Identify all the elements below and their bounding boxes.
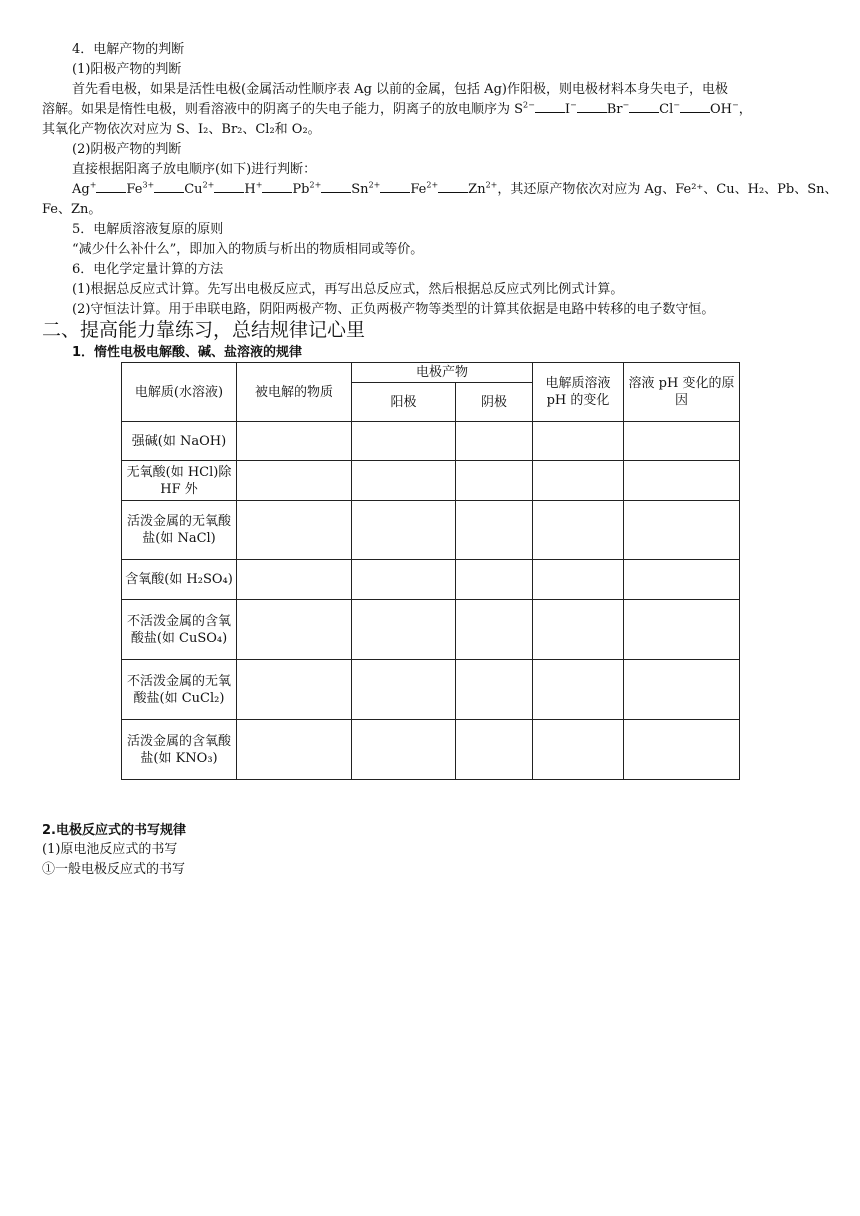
cation-sn: Sn xyxy=(351,182,369,197)
table-cell xyxy=(456,461,533,501)
table-cell xyxy=(533,422,624,461)
table-cell xyxy=(533,720,624,780)
table-row xyxy=(122,461,740,501)
table-cell xyxy=(352,560,456,600)
row-label: 不活泼金属的含氧酸盐(如 CuSO₄) xyxy=(122,600,237,660)
section4-p1-line2-text: 溶解。如果是惰性电极，则看溶液中的阴离子的失电子能力，阴离子的放电顺序为 S xyxy=(42,102,524,117)
table-cell xyxy=(352,422,456,461)
section6-heading: 6．电化学定量计算的方法 xyxy=(72,262,224,277)
cation-pb: Pb xyxy=(292,182,310,197)
table-cell xyxy=(624,422,740,461)
section4-sub1: (1)阳极产物的判断 xyxy=(72,62,182,77)
row-label: 强碱(如 NaOH) xyxy=(122,422,237,461)
table-cell xyxy=(456,660,533,720)
cation-charge: + xyxy=(89,180,97,190)
table-cell xyxy=(533,560,624,600)
cation-charge: 3+ xyxy=(142,180,155,190)
table-cell xyxy=(352,501,456,560)
part2b-item1: ①一般电极反应式的书写 xyxy=(42,862,186,877)
cation-charge: 2+ xyxy=(368,180,381,190)
table-cell xyxy=(237,720,352,780)
row-label: 不活泼金属的无氧酸盐(如 CuCl₂) xyxy=(122,660,237,720)
section4-sub2: (2)阴极产物的判断 xyxy=(72,142,182,157)
table-cell xyxy=(624,660,740,720)
table-cell xyxy=(237,461,352,501)
section4-heading: 4．电解产物的判断 xyxy=(72,42,185,57)
header-anode: 阳极 xyxy=(352,383,456,422)
table-row xyxy=(122,560,740,600)
table-cell xyxy=(533,600,624,660)
part2b-heading: 2.电极反应式的书写规律 xyxy=(42,823,186,838)
cation-charge: 2+ xyxy=(426,180,439,190)
cation-ag: Ag xyxy=(72,182,90,197)
table-cell xyxy=(456,501,533,560)
section4-p1-line2: 溶解。如果是惰性电极，则看溶液中的阴离子的失电子能力，阴离子的放电顺序为 $S^{2-}$ I− Br− Cl− OH−， xyxy=(42,100,752,117)
table-cell xyxy=(237,501,352,560)
section4-p2-line1: 直接根据阳离子放电顺序(如下)进行判断： xyxy=(72,162,317,177)
header-ph-change: 电解质溶液 pH 的变化 xyxy=(533,363,624,422)
row-label: 含氧酸(如 H₂SO₄) xyxy=(122,560,237,600)
ion-chloride: Cl xyxy=(659,102,674,117)
table-cell xyxy=(237,660,352,720)
table-cell xyxy=(352,720,456,780)
electrolysis-rules-table xyxy=(121,362,740,780)
table-cell xyxy=(624,501,740,560)
table-cell xyxy=(456,422,533,461)
table-cell xyxy=(624,600,740,660)
table-cell xyxy=(456,600,533,660)
table-cell xyxy=(624,560,740,600)
cation-fe3: Fe xyxy=(126,182,143,197)
header-products: 电极产物 xyxy=(352,363,533,383)
table-cell xyxy=(237,600,352,660)
header-cathode: 阴极 xyxy=(456,383,533,422)
section4-p1-line3: 其氧化产物依次对应为 S、I₂、Br₂、Cl₂和 O₂。 xyxy=(42,122,321,137)
part2-title: 二、提高能力靠练习，总结规律记心里 xyxy=(42,319,366,341)
part2-sub1: 1．惰性电极电解酸、碱、盐溶液的规律 xyxy=(72,345,303,360)
table-cell xyxy=(533,660,624,720)
table-row xyxy=(122,720,740,780)
cation-charge: + xyxy=(255,180,263,190)
header-reason: 溶液 pH 变化的原因 xyxy=(624,363,740,422)
table-cell xyxy=(352,660,456,720)
table-cell xyxy=(237,422,352,461)
section5-heading: 5．电解质溶液复原的原则 xyxy=(72,222,224,237)
table-row xyxy=(122,660,740,720)
cation-fe2: Fe xyxy=(410,182,427,197)
cation-h: H xyxy=(244,182,256,197)
cation-charge: 2+ xyxy=(485,180,498,190)
cation-zn: Zn xyxy=(468,182,486,197)
ion-bromide: Br xyxy=(606,102,623,117)
part2b-sub1: (1)原电池反应式的书写 xyxy=(42,842,178,857)
table-row xyxy=(122,422,740,461)
cation-order-tail: ，其还原产物依次对应为 Ag、Fe²⁺、Cu、H₂、Pb、Sn、 xyxy=(497,182,838,197)
section6-item1: (1)根据总反应式计算。先写出电极反应式，再写出总反应式，然后根据总反应式列比例式计算。 xyxy=(72,282,624,297)
row-label: 活泼金属的无氧酸盐(如 NaCl) xyxy=(122,501,237,560)
row-label: 无氧酸(如 HCl)除 HF 外 xyxy=(122,461,237,501)
table-cell xyxy=(456,560,533,600)
row-label: 活泼金属的含氧酸盐(如 KNO₃) xyxy=(122,720,237,780)
cation-charge: 2+ xyxy=(202,180,215,190)
header-electrolyzed: 被电解的物质 xyxy=(237,363,352,422)
header-electrolyte: 电解质(水溶液) xyxy=(122,363,237,422)
ion-iodide: I xyxy=(564,102,570,117)
cation-cu: Cu xyxy=(184,182,203,197)
cation-order-line xyxy=(72,180,838,200)
table-cell xyxy=(352,461,456,501)
section6-item2: (2)守恒法计算。用于串联电路，阴阳两极产物、正负两极产物等类型的计算其依据是电路中转移的电子数守恒。 xyxy=(72,302,715,317)
table-cell xyxy=(237,560,352,600)
cation-charge: 2+ xyxy=(309,180,322,190)
table-row xyxy=(122,600,740,660)
table-cell xyxy=(624,720,740,780)
section4-p1-line1: 首先看电极，如果是活性电极(金属活动性顺序表 Ag 以前的金属，包括 Ag)作阳极，则电极材料本身失电子，电极 xyxy=(72,82,728,97)
ion-hydroxide: OH xyxy=(709,102,732,117)
table-cell xyxy=(533,461,624,501)
table-row xyxy=(122,501,740,560)
table-cell xyxy=(352,600,456,660)
section4-p2-line3: Fe、Zn。 xyxy=(42,202,102,217)
section5-body: “减少什么补什么”，即加入的物质与析出的物质相同或等价。 xyxy=(72,242,424,257)
table-cell xyxy=(533,501,624,560)
table-cell xyxy=(624,461,740,501)
table-cell xyxy=(456,720,533,780)
